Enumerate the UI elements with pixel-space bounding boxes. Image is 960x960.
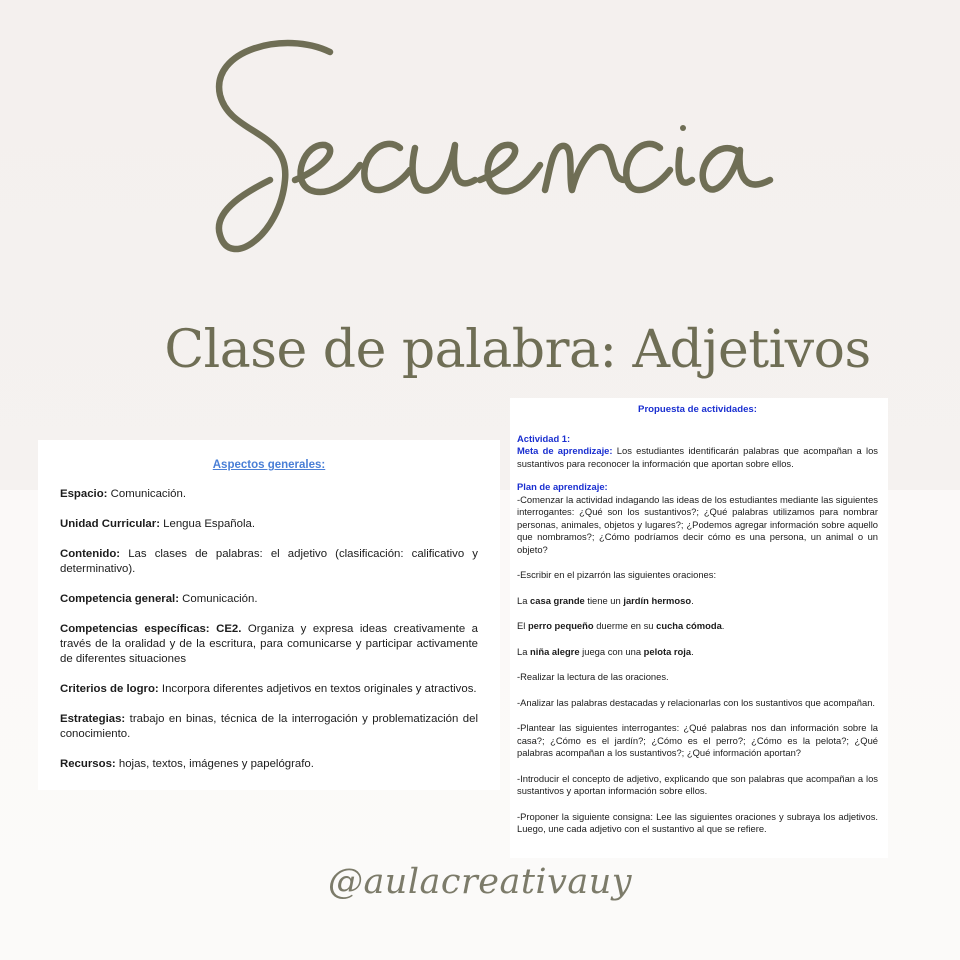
plan-block <box>517 481 878 556</box>
unidad-curricular-field <box>60 517 478 532</box>
sentence-1-part: tiene un <box>584 594 624 606</box>
sentence-3 <box>517 646 878 659</box>
plan-text: -Comenzar la actividad indagando las ideas de los estudiantes mediante las siguientes interrogantes: ¿Qué son los sustantivos?; ¿Qué palabras utilizamos para nombrar personas, animales, objetos y lugares?; ¿Podemos agregar información sobre aquello que nombramos?; ¿Cómo podríamos decir cómo es una persona, un animal o un objeto? <box>517 493 878 555</box>
escribir-step: -Escribir en el pizarrón las siguientes oraciones: <box>517 569 717 580</box>
meta-label: Meta de aprendizaje: <box>517 445 613 456</box>
lectura-step: -Realizar la lectura de las oraciones. <box>517 671 669 682</box>
espacio-value: Comunicación. <box>107 488 186 500</box>
sentence-2-part: . <box>721 620 725 631</box>
unidad-curricular-label: Unidad Curricular: <box>60 518 160 530</box>
espacio-field <box>60 487 478 502</box>
recursos-value: hojas, textos, imágenes y papelógrafo. <box>115 758 314 770</box>
competencia-general-label: Competencia general: <box>60 593 180 605</box>
social-handle: @aulacreativauy <box>327 862 633 902</box>
analizar-step: -Analizar las palabras destacadas y relacionarlas con los sustantivos que acompañan. <box>517 696 876 708</box>
script-title-secuencia <box>190 30 810 270</box>
page-subtitle: Clase de palabra: Adjetivos <box>164 320 871 380</box>
competencia-general-field <box>60 592 478 607</box>
recursos-field <box>60 757 478 772</box>
estrategias-field <box>60 712 478 742</box>
sentence-2-highlight: perro pequeño <box>527 620 594 631</box>
contenido-field <box>60 547 478 577</box>
activities-heading: Propuesta de actividades: <box>638 404 757 415</box>
sentence-2-highlight: cucha cómoda <box>656 620 722 631</box>
competencias-especificas-field <box>60 622 478 667</box>
activities-document <box>510 398 888 858</box>
sentence-3-part: La <box>517 645 531 657</box>
criterios-field <box>60 682 478 697</box>
meta-text: Los estudiantes identificarán palabras que acompañan a los sustantivos para reconocer la información que aportan sobre ellos. <box>517 445 878 469</box>
recursos-label: Recursos: <box>60 758 116 770</box>
competencia-general-value: Comunicación. <box>179 593 258 605</box>
competencias-especificas-value: Organiza y expresa ideas creativamente a través de la oralidad y de la escritura, para comunicarse y participar activamente de diferentes situaciones <box>60 623 478 665</box>
estrategias-value: trabajo en binas, técnica de la interrogación y problematización del conocimiento. <box>60 713 478 740</box>
contenido-value: Las clases de palabras: el adjetivo (clasificación: calificativo y determinativo). <box>60 548 478 575</box>
sentence-1-highlight: casa grande <box>530 594 585 606</box>
competencias-especificas-label: Competencias específicas: CE2. <box>60 623 242 635</box>
proponer-step: -Proponer la siguiente consigna: Lee las siguientes oraciones y subraya los adjetivos. Luego, une cada adjetivo con el sustantivo al que se refiere. <box>517 810 878 834</box>
activity-meta-block <box>517 433 878 471</box>
general-aspects-document <box>38 440 500 790</box>
sentence-2 <box>517 620 878 633</box>
sentence-2-part: El <box>517 620 528 631</box>
plan-label: Plan de aprendizaje: <box>517 481 608 492</box>
sentence-3-part: . <box>691 645 694 657</box>
sentence-1 <box>517 595 878 608</box>
sentence-3-highlight: pelota roja <box>643 645 692 657</box>
criterios-label: Criterios de logro: <box>60 683 159 695</box>
general-aspects-heading: Aspectos generales: <box>212 459 326 471</box>
sentence-3-highlight: niña alegre <box>530 645 580 657</box>
sentence-1-part: . <box>691 594 694 606</box>
introducir-step: -Introducir el concepto de adjetivo, explicando que son palabras que acompañan a los sustantivos y aportan información sobre ellos. <box>517 772 878 796</box>
sentence-2-part: duerme en su <box>593 620 657 631</box>
sentence-1-highlight: jardín hermoso <box>623 594 692 606</box>
activity-label: Actividad 1: <box>517 432 571 444</box>
plantear-step: -Plantear las siguientes interrogantes: ¿Qué palabras nos dan información sobre la casa?; ¿Cómo es el jardín?; ¿Cómo es el perro?; ¿Cómo es la pelota?; ¿Qué palabras acompañan a los sustantivos?; ¿Qué información aportan? <box>517 722 878 758</box>
meta-paragraph <box>517 445 878 470</box>
sentence-3-part: juega con una <box>579 645 644 657</box>
unidad-curricular-value: Lengua Española. <box>160 518 256 530</box>
estrategias-label: Estrategias: <box>60 713 126 725</box>
criterios-value: Incorpora diferentes adjetivos en textos originales y atractivos. <box>158 683 477 695</box>
contenido-label: Contenido: <box>60 548 121 560</box>
espacio-label: Espacio: <box>60 488 108 500</box>
sentence-1-part: La <box>517 594 531 606</box>
